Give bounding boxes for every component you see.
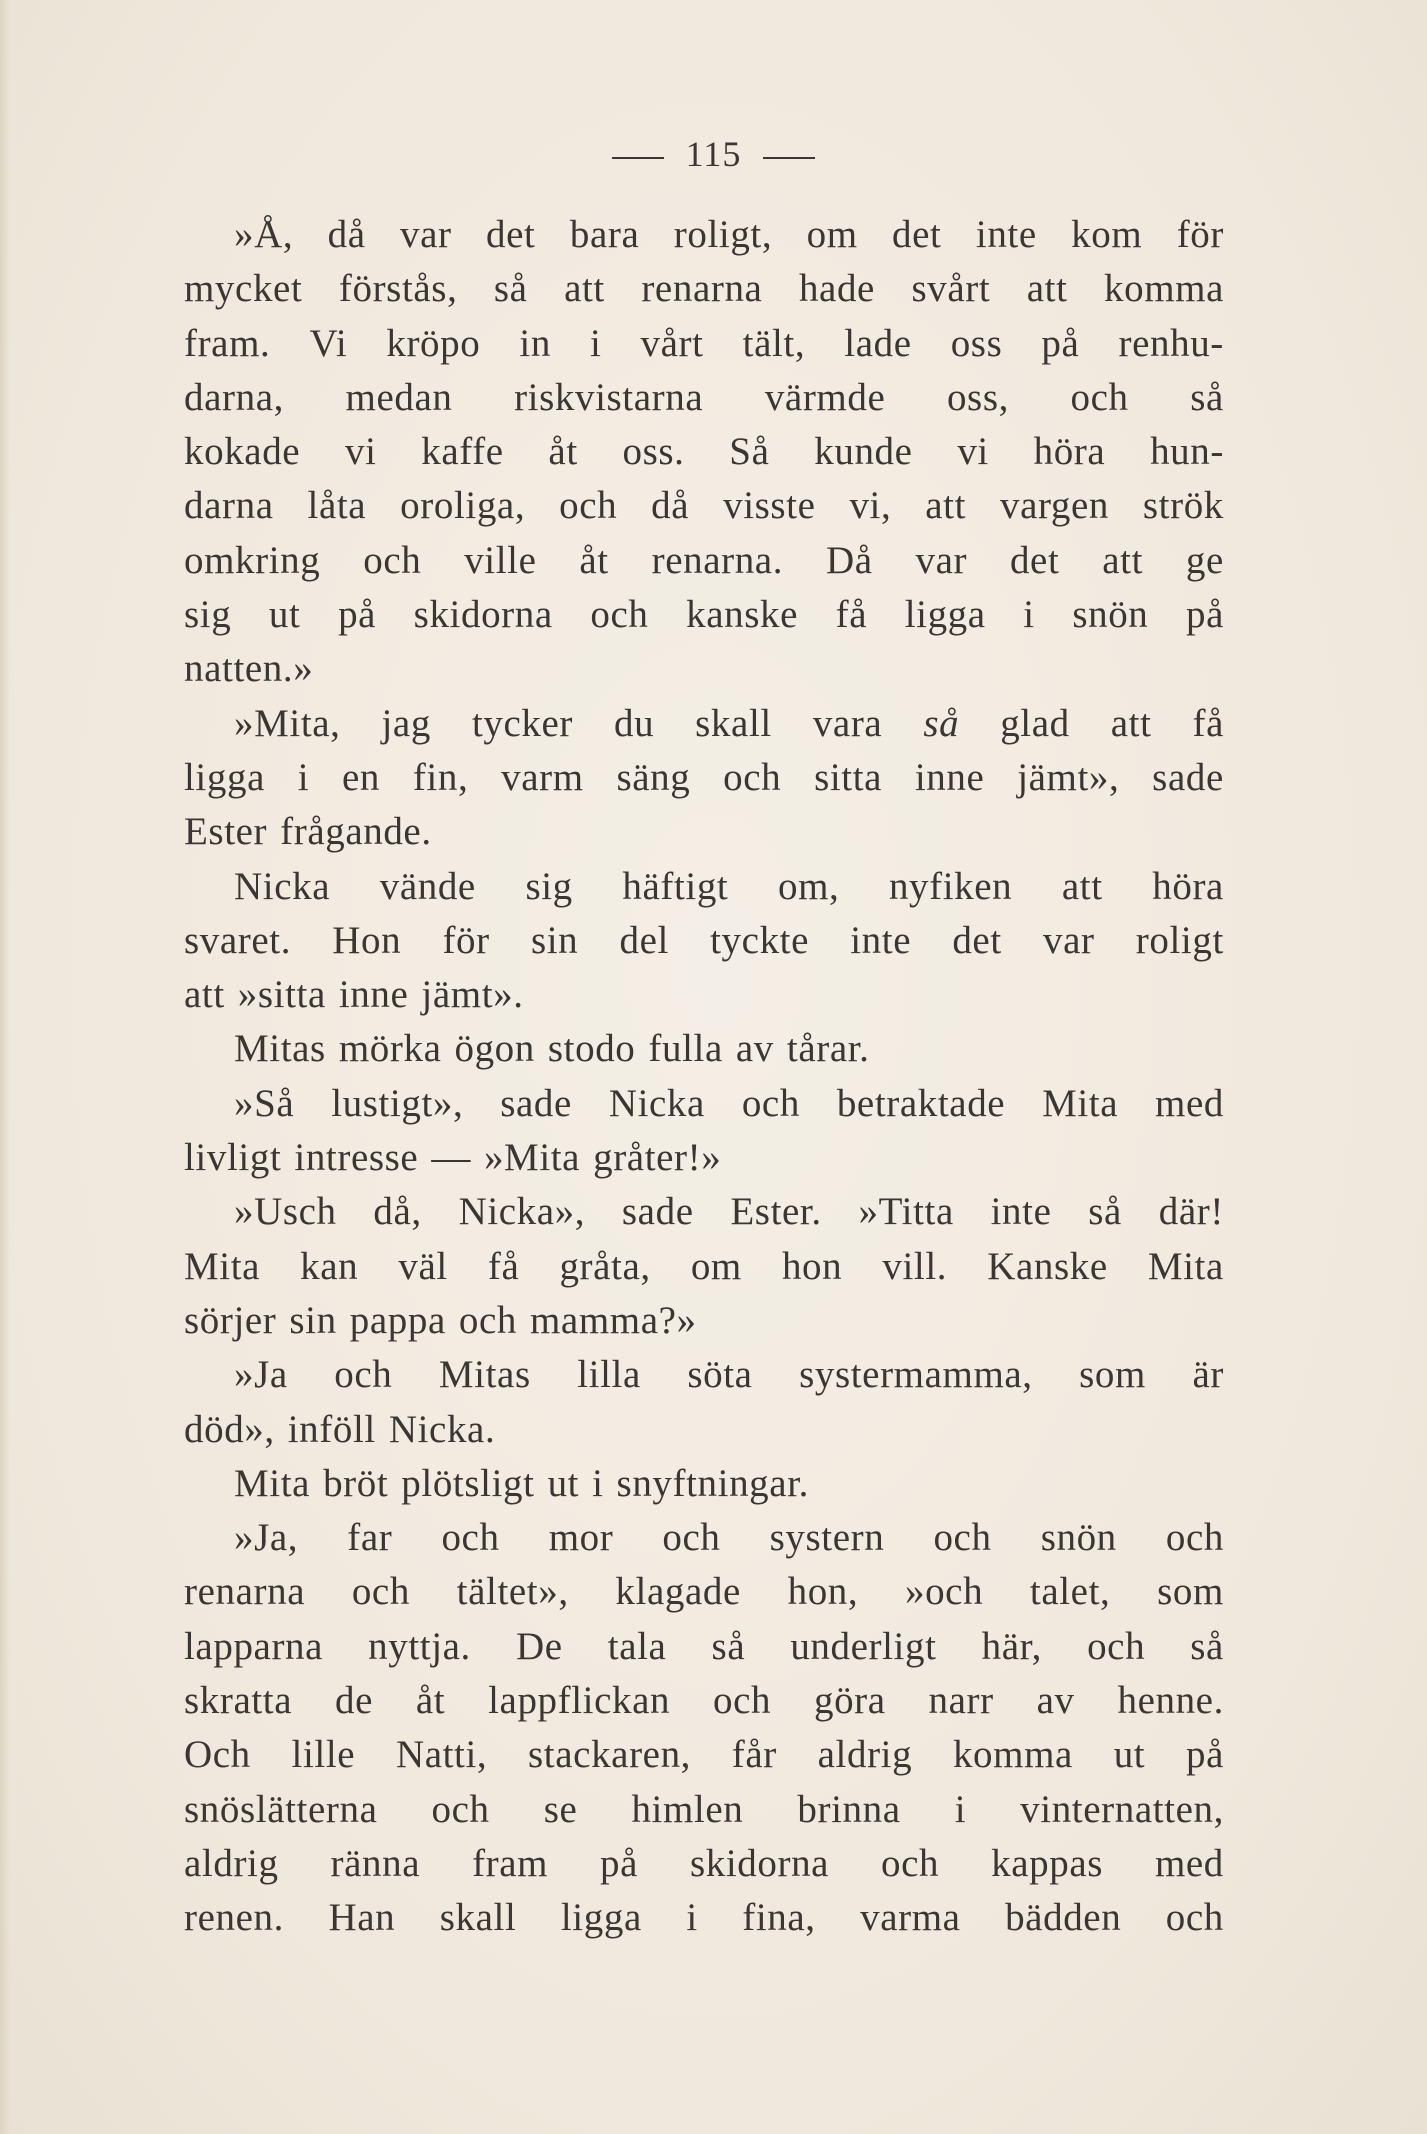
right-dash xyxy=(763,157,815,159)
text-line: Mita kan väl få gråta, om hon vill. Kanske Mita xyxy=(184,1244,1224,1288)
text-line: darna låta oroliga, och då visste vi, att vargen strök xyxy=(184,484,1224,528)
text-line: omkring och ville åt renarna. Då var det att ge xyxy=(184,538,1224,582)
text-line: död», inföll Nicka. xyxy=(184,1407,496,1451)
text-line: Nicka vände sig häftigt om, nyfiken att höra xyxy=(234,864,1224,908)
text-line: fram. Vi kröpo in i vårt tält, lade oss på renhu- xyxy=(184,321,1224,365)
text-line: Mita bröt plötsligt ut i snyftningar. xyxy=(234,1461,809,1505)
text-line: mycket förstås, så att renarna hade svårt att komma xyxy=(184,267,1224,311)
text-line: Ester frågande. xyxy=(184,810,432,854)
text-line: livligt intresse — »Mita gråter!» xyxy=(184,1136,722,1180)
text-line: natten.» xyxy=(184,647,314,691)
text-line: lapparna nyttja. De tala så underligt här, och så xyxy=(184,1624,1224,1668)
body-text xyxy=(184,208,1224,1946)
text-line: snöslätterna och se himlen brinna i vinternatten, xyxy=(184,1787,1224,1831)
text-line: sörjer sin pappa och mamma?» xyxy=(184,1298,697,1342)
page-edge-shadow xyxy=(0,0,10,2134)
text-line: Mitas mörka ögon stodo fulla av tårar. xyxy=(234,1027,870,1071)
text-line: darna, medan riskvistarna värmde oss, och så xyxy=(184,375,1224,419)
text-line: »Usch då, Nicka», sade Ester. »Titta inte så där! xyxy=(234,1190,1224,1234)
text-line: skratta de åt lappflickan och göra narr av henne. xyxy=(184,1679,1224,1723)
page-number: 115 xyxy=(685,134,742,174)
text-line: »Så lustigt», sade Nicka och betraktade Mita med xyxy=(234,1081,1224,1125)
left-dash xyxy=(612,157,664,159)
text-line: renarna och tältet», klagade hon, »och talet, som xyxy=(184,1570,1224,1614)
text-line: aldrig ränna fram på skidorna och kappas med xyxy=(184,1841,1224,1885)
text-line: »Å, då var det bara roligt, om det inte kom för xyxy=(234,213,1224,256)
text-line: »Ja, far och mor och systern och snön och xyxy=(234,1516,1224,1560)
text-line: sig ut på skidorna och kanske få ligga i snön på xyxy=(184,593,1224,637)
text-line: »Mita, jag tycker du skall vara så glad att få xyxy=(234,701,1224,745)
text-line: Och lille Natti, stackaren, får aldrig komma ut på xyxy=(184,1733,1224,1777)
text-line: renen. Han skall ligga i fina, varma bädden och xyxy=(184,1896,1224,1940)
text-line: svaret. Hon för sin del tyckte inte det var roligt xyxy=(184,918,1224,962)
page-number-header xyxy=(0,132,1427,176)
text-line: ligga i en fin, varm säng och sitta inne jämt», sade xyxy=(184,755,1224,799)
text-line: kokade vi kaffe åt oss. Så kunde vi höra hun- xyxy=(184,430,1224,474)
text-line: »Ja och Mitas lilla söta systermamma, som är xyxy=(234,1353,1224,1397)
text-line: att »sitta inne jämt». xyxy=(184,973,524,1017)
